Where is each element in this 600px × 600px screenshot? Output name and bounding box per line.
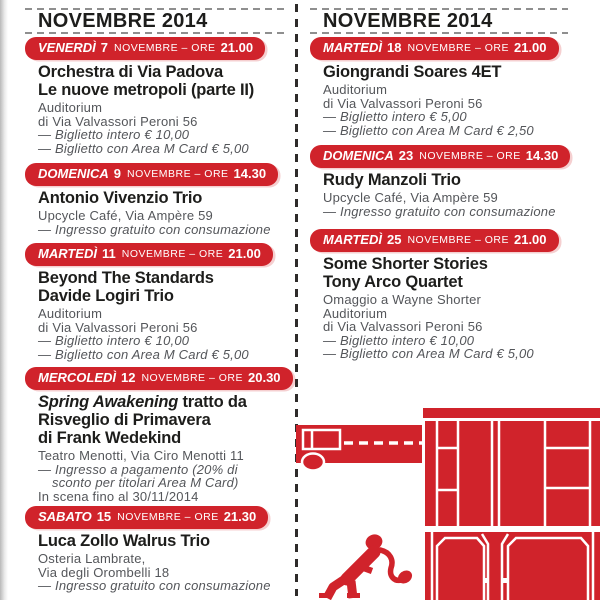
banner-day: DOMENICA — [323, 148, 394, 163]
banner-month-ore: NOVEMBRE – ORE — [407, 234, 509, 246]
price-line: — Biglietto intero € 5,00 — [323, 109, 467, 124]
page-edge-shadow — [0, 0, 8, 600]
event-title: Antonio Vivenzio Trio — [38, 189, 203, 207]
venue-line: Auditorium — [323, 82, 388, 97]
banner-day: DOMENICA — [38, 166, 109, 181]
price-line: — Biglietto intero € 10,00 — [323, 332, 475, 348]
event-date-banner — [310, 145, 570, 168]
event-block — [310, 37, 572, 137]
note-line: In scena fino al 30/11/2014 — [38, 488, 199, 504]
left-column — [25, 0, 289, 600]
banner-time: 21.00 — [228, 246, 261, 261]
banner-day: MERCOLEDÌ — [38, 370, 116, 385]
price-line: — Biglietto con Area M Card € 5,00 — [323, 346, 534, 361]
venue-line: Upcycle Café, Via Ampère 59 — [323, 190, 498, 205]
banner-date: 12 — [121, 370, 136, 385]
banner-month-ore: NOVEMBRE – ORE — [141, 372, 243, 384]
banner-date: 15 — [96, 509, 112, 524]
event-block — [310, 229, 572, 361]
venue-line: Auditorium — [38, 306, 103, 321]
banner-date: 9 — [113, 166, 122, 181]
venue-line: Osteria Lambrate, — [38, 551, 146, 566]
event-title: Some Shorter Stories — [323, 255, 488, 273]
event-title-italic: Spring Awakening — [38, 393, 179, 411]
event-title: Beyond The Standards — [38, 269, 214, 287]
event-block — [25, 243, 289, 361]
venue-line: Upcycle Café, Via Ampère 59 — [38, 208, 213, 223]
banner-time: 21.00 — [220, 40, 254, 55]
event-title: Luca Zollo Walrus Trio — [38, 532, 210, 550]
event-date-banner — [310, 37, 559, 60]
event-title: Le nuove metropoli (parte II) — [38, 81, 255, 99]
banner-date: 25 — [386, 232, 402, 247]
event-title — [38, 393, 289, 411]
price-line: sconto per titolari Area M Card) — [52, 475, 239, 490]
banner-time: 21.30 — [223, 509, 257, 524]
banner-time: 14.30 — [233, 166, 267, 181]
venue-line: Teatro Menotti, Via Ciro Menotti 11 — [38, 448, 244, 463]
venue-line: Via degli Orombelli 18 — [38, 564, 170, 580]
subtitle-line: Omaggio a Wayne Shorter — [323, 292, 482, 307]
sax-player-icon — [319, 532, 415, 598]
venue-line: Auditorium — [323, 305, 388, 321]
event-title: Giongrandi Soares 4ET — [323, 63, 502, 81]
banner-time: 21.00 — [513, 40, 547, 55]
price-line: — Biglietto con Area M Card € 5,00 — [38, 140, 249, 156]
venue-line: di Via Valvassori Peroni 56 — [38, 319, 198, 335]
event-block — [25, 506, 289, 593]
event-title: Risveglio di Primavera — [38, 411, 211, 429]
event-block — [25, 163, 289, 236]
price-line: — Ingresso gratuito con consumazione — [38, 578, 271, 593]
banner-day: VENERDÌ — [38, 40, 96, 55]
price-line: — Biglietto con Area M Card € 5,00 — [38, 346, 249, 362]
banner-month-ore: NOVEMBRE – ORE — [407, 42, 509, 54]
jazz-illustration — [296, 400, 600, 600]
banner-date: 18 — [386, 40, 402, 55]
event-block — [25, 37, 289, 155]
banner-month-ore: NOVEMBRE – ORE — [127, 168, 229, 180]
venue-line: di Via Valvassori Peroni 56 — [38, 113, 198, 129]
banner-date: 11 — [101, 246, 116, 261]
event-date-banner — [310, 229, 559, 252]
banner-day: MARTEDÌ — [323, 40, 382, 55]
venue-line: di Via Valvassori Peroni 56 — [323, 319, 483, 334]
event-title: Orchestra di Via Padova — [38, 63, 223, 81]
furniture-facade-icon — [423, 408, 600, 600]
event-date-banner — [25, 243, 273, 266]
banner-date: 23 — [398, 148, 414, 163]
price-line: — Biglietto intero € 10,00 — [38, 127, 190, 142]
price-line: — Ingresso gratuito con consumazione — [38, 221, 271, 237]
banner-day: MARTEDÌ — [323, 232, 382, 247]
event-date-banner — [25, 37, 265, 60]
road-and-cart-icon — [296, 425, 422, 471]
event-block — [310, 145, 572, 218]
event-date-banner — [25, 163, 278, 186]
price-line: — Ingresso a pagamento (20% di — [38, 461, 238, 477]
price-line: — Ingresso gratuito con consumazione — [323, 203, 556, 219]
month-header: NOVEMBRE 2014 — [38, 10, 208, 32]
venue-line: di Via Valvassori Peroni 56 — [323, 95, 483, 111]
event-date-banner — [25, 506, 268, 529]
event-date-banner — [25, 367, 293, 390]
price-line: — Biglietto intero € 10,00 — [38, 333, 190, 348]
banner-time: 21.00 — [513, 232, 547, 247]
price-line: — Biglietto con Area M Card € 2,50 — [323, 122, 534, 138]
banner-time: 20.30 — [248, 370, 281, 385]
event-title-rest: tratto da — [178, 393, 247, 411]
event-block — [25, 367, 289, 503]
banner-month-ore: NOVEMBRE – ORE — [114, 42, 216, 54]
banner-day: SABATO — [38, 509, 92, 524]
event-title: Rudy Manzoli Trio — [323, 171, 461, 189]
banner-month-ore: NOVEMBRE – ORE — [121, 248, 224, 260]
banner-month-ore: NOVEMBRE – ORE — [419, 150, 521, 162]
banner-date: 7 — [100, 40, 109, 55]
cart-wheel-icon — [302, 454, 324, 471]
banner-time: 14.30 — [525, 148, 559, 163]
event-title: Davide Logiri Trio — [38, 287, 174, 305]
month-header: NOVEMBRE 2014 — [323, 10, 493, 32]
event-title: di Frank Wedekind — [38, 429, 181, 447]
banner-day: MARTEDÌ — [38, 246, 97, 261]
banner-month-ore: NOVEMBRE – ORE — [117, 511, 219, 523]
event-title: Tony Arco Quartet — [323, 273, 463, 291]
venue-line: Auditorium — [38, 100, 103, 115]
